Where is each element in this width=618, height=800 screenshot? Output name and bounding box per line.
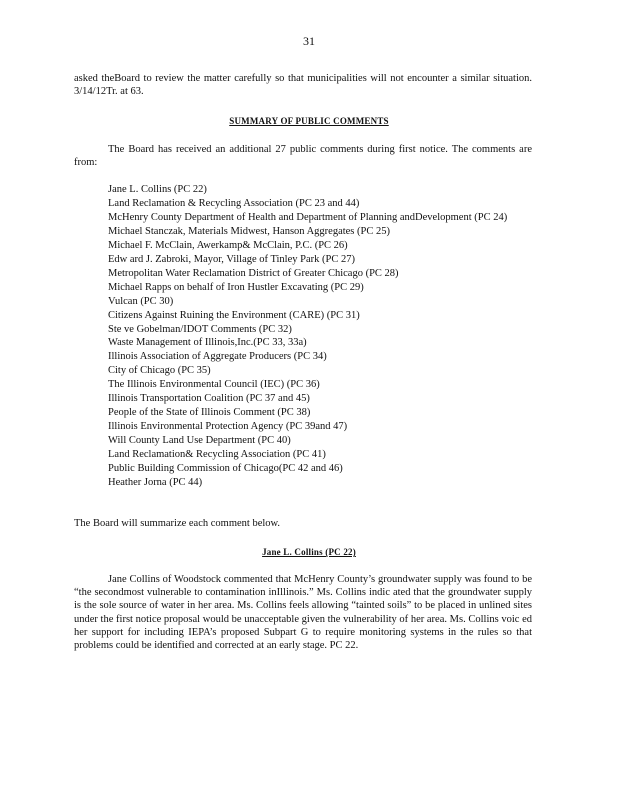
list-item: City of Chicago (PC 35) — [108, 365, 211, 377]
list-item: Illinois Transportation Coalition (PC 37 and 45) — [108, 393, 310, 405]
page-number: 31 — [303, 34, 315, 48]
list-item: Michael Rapps on behalf of Iron Hustler Excavating (PC 29) — [108, 281, 364, 293]
board-received-paragraph: The Board has received an additional 27 public comments during first notice. The comments are from: — [74, 144, 532, 169]
list-item: Land Reclamation & Recycling Association (PC 23 and 44) — [108, 197, 360, 209]
list-item: Ste ve Gobelman/IDOT Comments (PC 32) — [108, 323, 292, 335]
intro-paragraph: asked theBoard to review the matter carefully so that municipalities will not encounter a similar situation. 3/14/12Tr. at 63. — [74, 73, 532, 98]
list-item: People of the State of Illinois Comment (PC 38) — [108, 407, 311, 419]
list-item: The Illinois Environmental Council (IEC) (PC 36) — [108, 379, 320, 391]
list-item: Illinois Environmental Protection Agency (PC 39and 47) — [108, 421, 348, 433]
commenter-list — [108, 183, 538, 490]
collins-heading: Jane L. Collins (PC 22) — [262, 547, 356, 557]
collins-paragraph: Jane Collins of Woodstock commented that McHenry County’s groundwater supply was found to be “the secondmost vulnerable to contamination inIllinois.” Ms. Collins indic ated that the groundwater supply is the sole source of water in her area. Ms. Collins feels allowing “tainted soils” to be placed in unlined sites under the first notice proposal would be unacceptable given the vulnerability of her area. Ms. Collins voic ed her support for including IEPA’s proposed Subpart G to require monitoring systems in the rules so that problems could be identified and corrected at an early stage. PC 22. — [74, 574, 532, 652]
list-item: Citizens Against Ruining the Environment (CARE) (PC 31) — [108, 309, 360, 321]
list-item: Will County Land Use Department (PC 40) — [108, 435, 291, 447]
list-item: Waste Management of Illinois,Inc.(PC 33, 33a) — [108, 337, 307, 349]
board-summarize-line: The Board will summarize each comment below. — [74, 518, 281, 529]
list-item: Michael F. McClain, Awerkamp& McClain, P.C. (PC 26) — [108, 239, 348, 251]
list-item: Edw ard J. Zabroki, Mayor, Village of Tinley Park (PC 27) — [108, 253, 355, 265]
list-item: Michael Stanczak, Materials Midwest, Hanson Aggregates (PC 25) — [108, 225, 390, 237]
list-item: Heather Jorna (PC 44) — [108, 477, 203, 489]
summary-heading: SUMMARY OF PUBLIC COMMENTS — [229, 116, 389, 126]
list-item: Land Reclamation& Recycling Association (PC 41) — [108, 449, 326, 461]
list-item: Jane L. Collins (PC 22) — [108, 184, 207, 195]
list-item: Public Building Commission of Chicago(PC 42 and 46) — [108, 463, 343, 475]
list-item: Vulcan (PC 30) — [108, 295, 174, 307]
list-item: McHenry County Department of Health and Department of Planning andDevelopment (PC 24) — [108, 211, 508, 223]
list-item: Metropolitan Water Reclamation District of Greater Chicago (PC 28) — [108, 267, 399, 279]
list-item: Illinois Association of Aggregate Producers (PC 34) — [108, 351, 327, 363]
